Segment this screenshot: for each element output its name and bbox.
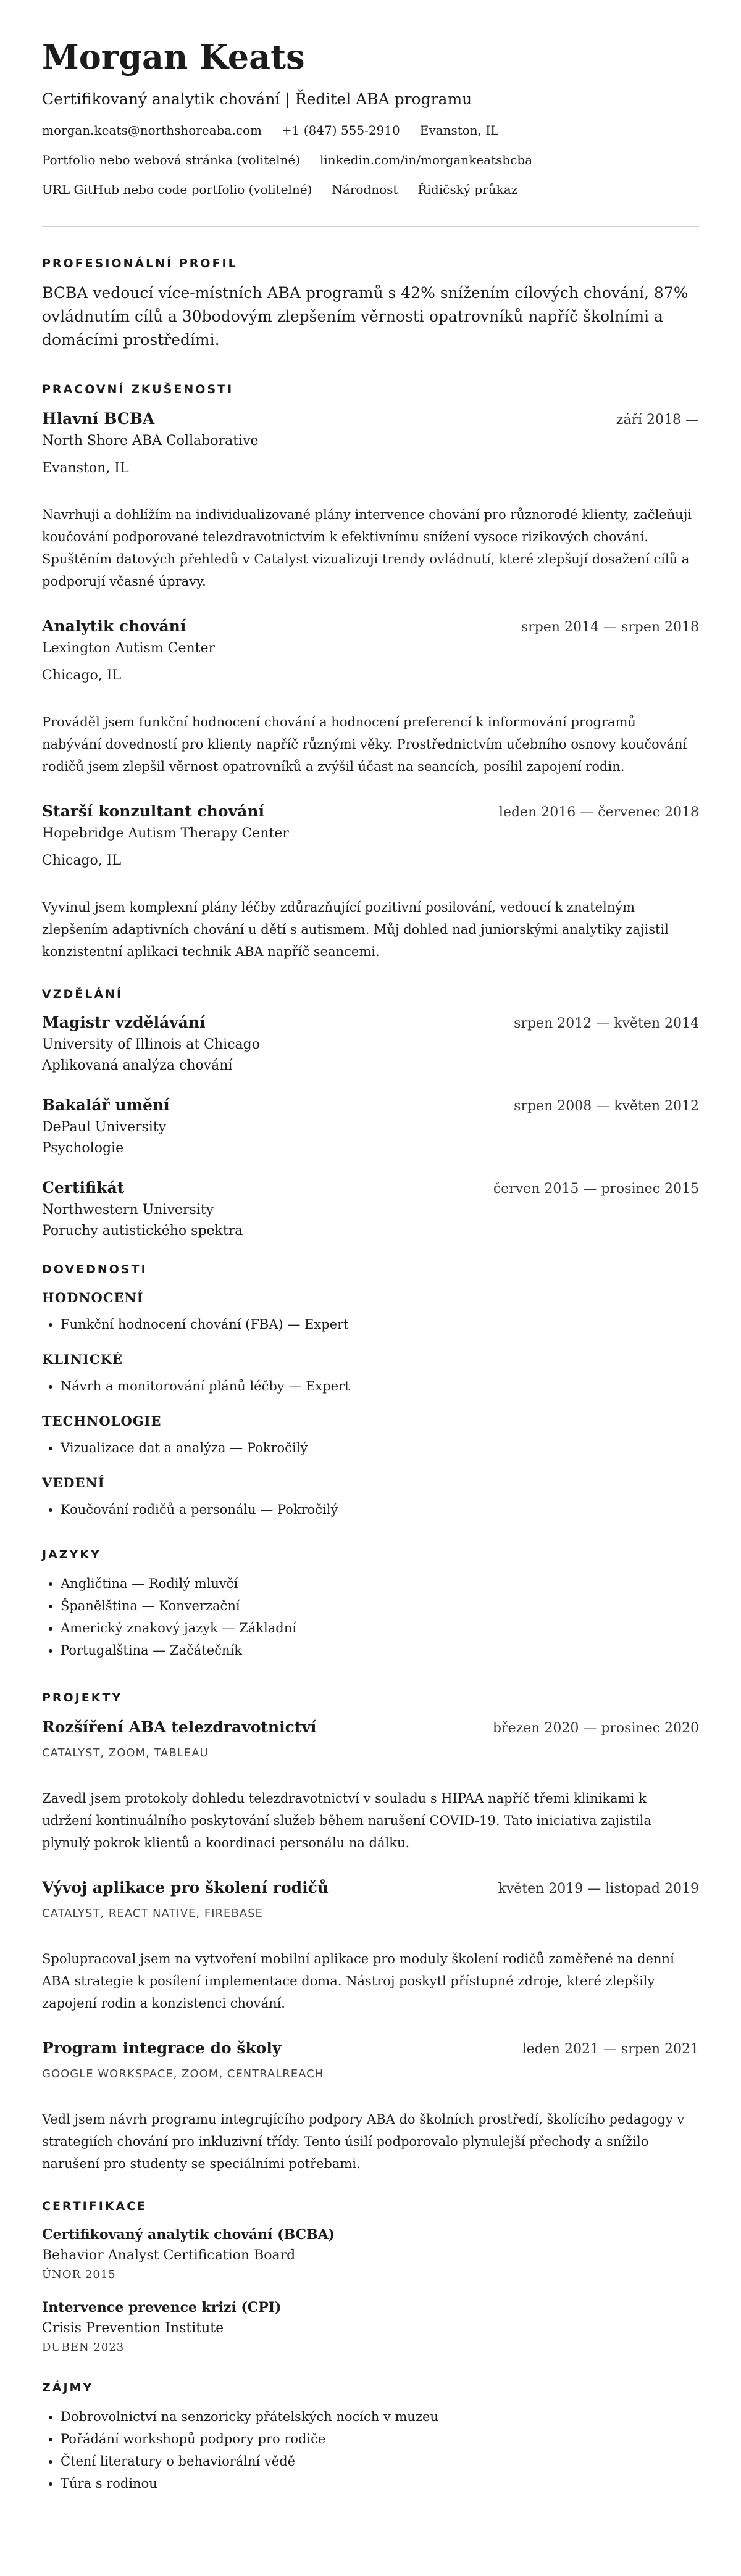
project-tech: CATALYST, REACT NATIVE, FIREBASE bbox=[42, 1907, 263, 1920]
contact-location: Evanston, IL bbox=[419, 123, 499, 138]
skill-item: • Návrh a monitorování plánů léčby — Expert bbox=[61, 1375, 699, 1397]
job-location: Chicago, IL bbox=[42, 853, 122, 868]
certification-item bbox=[42, 2297, 699, 2356]
field-of-study: Psychologie bbox=[42, 1141, 124, 1156]
experience-item bbox=[42, 407, 699, 592]
certification-name: Intervence prevence krizí (CPI) bbox=[42, 2300, 282, 2316]
profile-summary: BCBA vedoucí více-místních ABA programů s 42% snížením cílových chování, 87% ovládnutím cílů a 30bodovým zlepšením věrnosti opatrovníků napříč školními a domácími prostředími. bbox=[42, 284, 689, 349]
section-title-interests: ZÁJMY bbox=[42, 2381, 94, 2395]
education-date: srpen 2012 — květen 2014 bbox=[514, 1016, 699, 1031]
skill-category: TECHNOLOGIE bbox=[42, 1413, 162, 1429]
interest-item: • Túra s rodinou bbox=[61, 2472, 699, 2495]
education-date: srpen 2008 — květen 2012 bbox=[514, 1099, 699, 1114]
candidate-name: Morgan Keats bbox=[42, 37, 305, 77]
certification-item bbox=[42, 2224, 699, 2283]
job-description: Navrhuji a dohlížím na individualizované plány intervence chování pro různorodé klienty, začleňuji koučování podporované telezdravotnictvím k efektivnímu snížení vysoce rizikových chování. Spuštěním datových přehledů v Catalyst vizualizuji trendy ovládnutí, které zlepšují dosažení cílů a podporují včasné úpravy. bbox=[42, 507, 692, 589]
education-item bbox=[42, 1178, 699, 1242]
contact-portfolio[interactable]: Portfolio nebo webová stránka (volitelné) bbox=[42, 152, 301, 167]
education-item bbox=[42, 1095, 699, 1159]
section-title-certifications: CERTIFIKACE bbox=[42, 2200, 148, 2213]
job-date: září 2018 — bbox=[616, 412, 699, 428]
section-title-skills: DOVEDNOSTI bbox=[42, 1263, 148, 1276]
contact-row-3 bbox=[42, 180, 699, 199]
job-description: Prováděl jsem funkční hodnocení chování a hodnocení preferencí k informování programů nabývání dovedností pro klienty napříč různými věky. Prostřednictvím učebního osnovy koučování rodičů jsem zlepšil věrnost opatrovníků a zvýšil účast na seancích, posílil zapojení rodin. bbox=[42, 715, 687, 774]
section-title-profile: PROFESIONÁLNÍ PROFIL bbox=[42, 257, 238, 270]
skill-group bbox=[42, 1473, 699, 1521]
job-date: leden 2016 — červenec 2018 bbox=[498, 805, 699, 820]
projects-section bbox=[42, 1689, 699, 2175]
languages-section bbox=[42, 1545, 699, 1661]
skill-item: • Funkční hodnocení chování (FBA) — Expert bbox=[61, 1313, 699, 1336]
project-tech: GOOGLE WORKSPACE, ZOOM, CENTRALREACH bbox=[42, 2067, 324, 2080]
skill-category: VEDENÍ bbox=[42, 1475, 105, 1490]
project-description: Vedl jsem návrh programu integrujícího podpory ABA do školních prostředí, školícího pedagogy v strategiích chování pro inkluzivní třídy. Tento úsilí podporovalo plynulejší přechody a snížilo narušení pro studenty se speciálními potřebami. bbox=[42, 2112, 685, 2171]
project-item bbox=[42, 2037, 699, 2175]
school: Northwestern University bbox=[42, 1202, 214, 1218]
school: University of Illinois at Chicago bbox=[42, 1037, 260, 1052]
field-of-study: Poruchy autistického spektra bbox=[42, 1223, 243, 1239]
interests-section bbox=[42, 2379, 699, 2495]
project-description: Zavedl jsem protokoly dohledu telezdravotnictví v souladu s HIPAA napříč třemi klinikami k udržení kontinuálního poskytování služeb během narušení COVID-19. Tato iniciativa zajistila plynulý pokrok klientů a koordinaci personálu na dálku. bbox=[42, 1791, 652, 1850]
project-title: Program integrace do školy bbox=[42, 2039, 282, 2057]
project-tech: CATALYST, ZOOM, TABLEAU bbox=[42, 1747, 209, 1760]
section-title-languages: JAZYKY bbox=[42, 1548, 101, 1561]
section-title-education: VZDĚLÁNÍ bbox=[42, 987, 124, 1001]
certification-date: DUBEN 2023 bbox=[42, 2341, 125, 2354]
degree: Certifikát bbox=[42, 1179, 125, 1197]
certification-org: Behavior Analyst Certification Board bbox=[42, 2248, 296, 2263]
contact-row-1 bbox=[42, 121, 699, 139]
header-divider bbox=[42, 226, 699, 227]
skill-category: HODNOCENÍ bbox=[42, 1290, 144, 1305]
job-location: Chicago, IL bbox=[42, 668, 122, 683]
experience-section bbox=[42, 380, 699, 963]
interest-item: • Čtení literatury o behaviorální vědě bbox=[61, 2450, 699, 2472]
contact-nationality: Národnost bbox=[332, 182, 398, 197]
contact-github[interactable]: URL GitHub nebo code portfolio (volitelné) bbox=[42, 182, 312, 197]
school: DePaul University bbox=[42, 1120, 167, 1135]
project-date: leden 2021 — srpen 2021 bbox=[522, 2042, 699, 2057]
field-of-study: Aplikovaná analýza chování bbox=[42, 1058, 233, 1073]
education-item bbox=[42, 1012, 699, 1076]
job-title: Hlavní BCBA bbox=[42, 410, 155, 428]
skill-item: • Koučování rodičů a personálu — Pokročilý bbox=[61, 1498, 699, 1521]
project-title: Rozšíření ABA telezdravotnictví bbox=[42, 1718, 317, 1736]
interest-item: • Dobrovolnictví na senzoricky přátelských nocích v muzeu bbox=[61, 2406, 699, 2428]
job-date: srpen 2014 — srpen 2018 bbox=[521, 620, 699, 635]
job-location: Evanston, IL bbox=[42, 460, 129, 476]
certification-org: Crisis Prevention Institute bbox=[42, 2320, 224, 2336]
job-title: Starší konzultant chování bbox=[42, 802, 264, 820]
project-date: květen 2019 — listopad 2019 bbox=[498, 1881, 699, 1897]
contact-email[interactable]: morgan.keats@northshoreaba.com bbox=[42, 123, 262, 138]
certification-name: Certifikovaný analytik chování (BCBA) bbox=[42, 2227, 335, 2243]
job-company: Hopebridge Autism Therapy Center bbox=[42, 826, 289, 841]
project-description: Spolupracoval jsem na vytvoření mobilní aplikace pro moduly školení rodičů zaměřené na denní ABA strategie k posílení implementace doma. Nástroj poskytl přístupné zdroje, které zlepšily zapojení rodin a konzistenci chování. bbox=[42, 1951, 674, 2011]
contact-linkedin[interactable]: linkedin.com/in/morgankeatsbcba bbox=[320, 152, 533, 167]
headline: Certifikovaný analytik chování | Ředitel ABA programu bbox=[42, 90, 472, 108]
project-item bbox=[42, 1876, 699, 2014]
experience-item bbox=[42, 615, 699, 778]
job-company: Lexington Autism Center bbox=[42, 641, 216, 656]
job-company: North Shore ABA Collaborative bbox=[42, 433, 259, 449]
section-title-experience: PRACOVNÍ ZKUŠENOSTI bbox=[42, 383, 234, 396]
skill-group bbox=[42, 1349, 699, 1397]
language-item: • Portugalština — Začátečník bbox=[61, 1639, 699, 1661]
certification-date: ÚNOR 2015 bbox=[42, 2268, 116, 2281]
contact-license: Řidičský průkaz bbox=[417, 182, 518, 197]
contact-row-2 bbox=[42, 151, 699, 169]
project-item bbox=[42, 1716, 699, 1854]
skill-category: KLINICKÉ bbox=[42, 1352, 123, 1367]
education-date: červen 2015 — prosinec 2015 bbox=[493, 1181, 699, 1197]
degree: Magistr vzdělávání bbox=[42, 1013, 206, 1031]
skills-section bbox=[42, 1260, 699, 1521]
degree: Bakalář umění bbox=[42, 1096, 170, 1114]
job-description: Vyvinul jsem komplexní plány léčby zdůrazňující pozitivní posilování, vedoucí k znatelným zlepšením adaptivních chování u dětí s autismem. Můj dohled nad juniorskými analytiky zajistil konzistentní aplikaci technik ABA napříč seancemi. bbox=[42, 900, 669, 959]
contact-phone[interactable]: +1 (847) 555-2910 bbox=[281, 123, 400, 138]
language-item: • Španělština — Konverzační bbox=[61, 1595, 699, 1617]
education-section bbox=[42, 985, 699, 1242]
project-date: březen 2020 — prosinec 2020 bbox=[492, 1721, 699, 1736]
experience-item bbox=[42, 800, 699, 963]
skill-group bbox=[42, 1411, 699, 1459]
language-item: • Americký znakový jazyk — Základní bbox=[61, 1617, 699, 1639]
interest-item: • Pořádání workshopů podpory pro rodiče bbox=[61, 2428, 699, 2450]
project-title: Vývoj aplikace pro školení rodičů bbox=[42, 1879, 329, 1897]
section-title-projects: PROJEKTY bbox=[42, 1691, 123, 1705]
language-item: • Angličtina — Rodilý mluvčí bbox=[61, 1573, 699, 1595]
skill-group bbox=[42, 1287, 699, 1336]
certifications-section bbox=[42, 2197, 699, 2356]
job-title: Analytik chování bbox=[42, 617, 186, 635]
profile-section bbox=[42, 254, 699, 352]
skill-item: • Vizualizace dat a analýza — Pokročilý bbox=[61, 1437, 699, 1459]
